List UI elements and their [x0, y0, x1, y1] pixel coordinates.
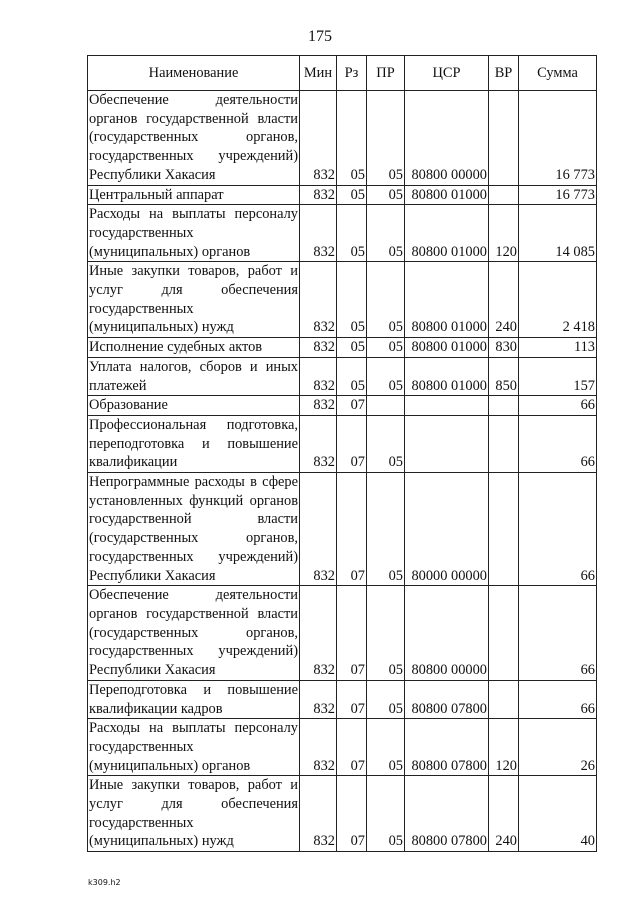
row-csr: 80800 01000	[405, 185, 489, 205]
row-sum: 16 773	[519, 91, 597, 186]
row-pr: 05	[367, 91, 405, 186]
table-row	[88, 396, 597, 416]
column-header-pr: ПР	[367, 56, 405, 91]
row-sum: 16 773	[519, 185, 597, 205]
column-header-vr: ВР	[489, 56, 519, 91]
table-row	[88, 205, 597, 262]
row-rz: 07	[337, 776, 367, 852]
row-rz: 07	[337, 586, 367, 681]
row-csr: 80800 01000	[405, 205, 489, 262]
table-row	[88, 185, 597, 205]
row-vr: 240	[489, 776, 519, 852]
row-min: 832	[300, 338, 337, 358]
row-pr: 05	[367, 205, 405, 262]
row-pr: 05	[367, 185, 405, 205]
footer-code: k309.h2	[88, 878, 121, 887]
row-pr: 05	[367, 473, 405, 586]
budget-table	[87, 55, 597, 852]
row-csr: 80800 00000	[405, 91, 489, 186]
row-sum: 14 085	[519, 205, 597, 262]
table-row	[88, 415, 597, 472]
row-vr: 120	[489, 205, 519, 262]
column-header-sum: Сумма	[519, 56, 597, 91]
row-csr	[405, 415, 489, 472]
row-rz: 05	[337, 338, 367, 358]
column-header-rz: Рз	[337, 56, 367, 91]
row-pr: 05	[367, 415, 405, 472]
row-name: Обеспечение деятельности органов государственной власти (государственных органов, государственных учреждений) Республики Хакасия	[88, 586, 300, 681]
row-csr	[405, 396, 489, 416]
row-name: Расходы на выплаты персоналу государственных (муниципальных) органов	[88, 719, 300, 776]
row-name: Иные закупки товаров, работ и услуг для обеспечения государственных (муниципальных) нужд	[88, 776, 300, 852]
row-csr: 80000 00000	[405, 473, 489, 586]
row-name: Непрограммные расходы в сфере установленных функций органов государственной власти (государственных органов, государственных учреждений) Республики Хакасия	[88, 473, 300, 586]
row-pr: 05	[367, 262, 405, 338]
table-row	[88, 680, 597, 718]
row-sum: 40	[519, 776, 597, 852]
row-vr	[489, 91, 519, 186]
row-rz: 07	[337, 719, 367, 776]
table-row	[88, 776, 597, 852]
row-sum: 66	[519, 586, 597, 681]
row-sum: 113	[519, 338, 597, 358]
row-csr: 80800 01000	[405, 357, 489, 395]
page-number: 175	[308, 28, 332, 45]
row-pr: 05	[367, 586, 405, 681]
row-csr: 80800 07800	[405, 719, 489, 776]
row-min: 832	[300, 185, 337, 205]
row-min: 832	[300, 357, 337, 395]
column-header-csr: ЦСР	[405, 56, 489, 91]
row-pr: 05	[367, 338, 405, 358]
row-pr	[367, 396, 405, 416]
row-min: 832	[300, 415, 337, 472]
row-rz: 05	[337, 185, 367, 205]
row-pr: 05	[367, 719, 405, 776]
row-name: Расходы на выплаты персоналу государственных (муниципальных) органов	[88, 205, 300, 262]
row-rz: 05	[337, 91, 367, 186]
row-sum: 66	[519, 396, 597, 416]
column-header-name: Наименование	[88, 56, 300, 91]
row-name: Профессиональная подготовка, переподготовка и повышение квалификации	[88, 415, 300, 472]
row-rz: 05	[337, 205, 367, 262]
row-vr	[489, 185, 519, 205]
row-rz: 07	[337, 396, 367, 416]
row-name: Центральный аппарат	[88, 185, 300, 205]
row-rz: 05	[337, 262, 367, 338]
row-vr	[489, 415, 519, 472]
row-sum: 26	[519, 719, 597, 776]
row-rz: 07	[337, 415, 367, 472]
row-vr: 240	[489, 262, 519, 338]
row-name: Переподготовка и повышение квалификации кадров	[88, 680, 300, 718]
row-min: 832	[300, 396, 337, 416]
row-rz: 07	[337, 473, 367, 586]
row-name: Образование	[88, 396, 300, 416]
row-min: 832	[300, 586, 337, 681]
row-min: 832	[300, 719, 337, 776]
row-min: 832	[300, 205, 337, 262]
row-csr: 80800 01000	[405, 338, 489, 358]
row-csr: 80800 07800	[405, 680, 489, 718]
row-sum: 66	[519, 415, 597, 472]
row-sum: 157	[519, 357, 597, 395]
table-row	[88, 262, 597, 338]
table-row	[88, 338, 597, 358]
row-min: 832	[300, 262, 337, 338]
column-header-min: Мин	[300, 56, 337, 91]
row-min: 832	[300, 91, 337, 186]
row-vr: 850	[489, 357, 519, 395]
row-min: 832	[300, 680, 337, 718]
row-csr: 80800 00000	[405, 586, 489, 681]
row-vr	[489, 586, 519, 681]
table-row	[88, 586, 597, 681]
row-sum: 66	[519, 680, 597, 718]
row-vr	[489, 680, 519, 718]
row-min: 832	[300, 473, 337, 586]
row-vr: 120	[489, 719, 519, 776]
table-row	[88, 357, 597, 395]
row-sum: 2 418	[519, 262, 597, 338]
row-rz: 05	[337, 357, 367, 395]
table-row	[88, 719, 597, 776]
table-row	[88, 91, 597, 186]
row-name: Иные закупки товаров, работ и услуг для обеспечения государственных (муниципальных) нужд	[88, 262, 300, 338]
row-sum: 66	[519, 473, 597, 586]
row-csr: 80800 01000	[405, 262, 489, 338]
row-csr: 80800 07800	[405, 776, 489, 852]
header-row	[88, 56, 597, 91]
row-pr: 05	[367, 680, 405, 718]
table-row	[88, 473, 597, 586]
row-name: Исполнение судебных актов	[88, 338, 300, 358]
row-min: 832	[300, 776, 337, 852]
row-pr: 05	[367, 776, 405, 852]
row-rz: 07	[337, 680, 367, 718]
row-name: Уплата налогов, сборов и иных платежей	[88, 357, 300, 395]
row-pr: 05	[367, 357, 405, 395]
row-vr	[489, 473, 519, 586]
row-vr	[489, 396, 519, 416]
row-name: Обеспечение деятельности органов государственной власти (государственных органов, государственных учреждений) Республики Хакасия	[88, 91, 300, 186]
row-vr: 830	[489, 338, 519, 358]
